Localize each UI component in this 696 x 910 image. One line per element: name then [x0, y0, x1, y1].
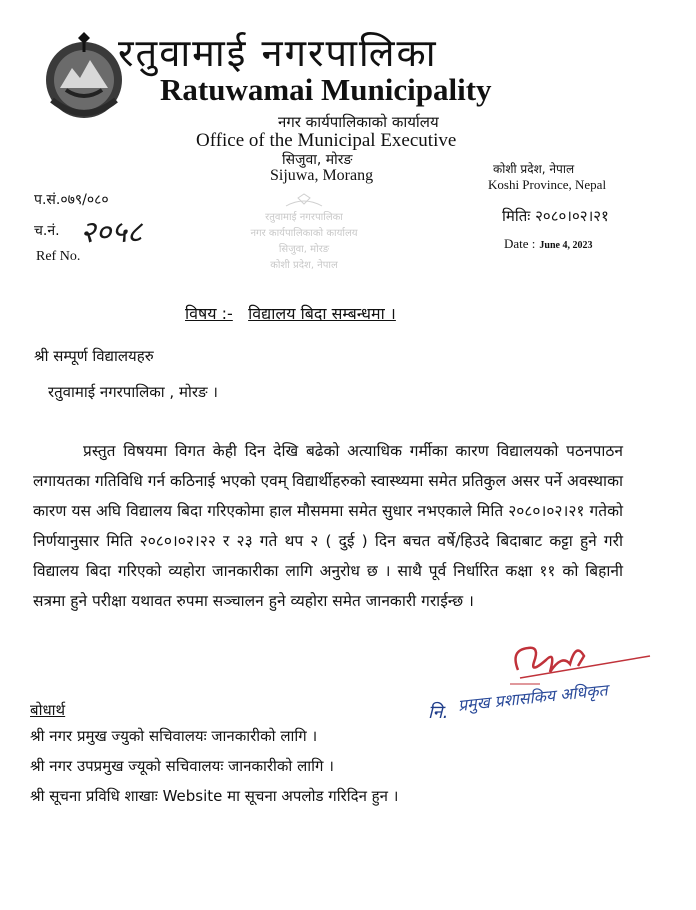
- nepal-emblem-icon: [38, 30, 130, 122]
- location-nepali: सिजुवा, मोरङ: [282, 152, 353, 168]
- location-english: Sijuwa, Morang: [270, 167, 374, 184]
- signature-prefix: नि.: [428, 702, 449, 723]
- seal-line-1: रतुवामाई नगरपालिका: [265, 212, 343, 223]
- title-nepali: रतुवामाई नगरपालिका: [118, 31, 438, 75]
- title-english: Ratuwamai Municipality: [160, 72, 492, 107]
- chalani-label: च.नं.: [34, 223, 60, 239]
- office-nepali: नगर कार्यपालिकाको कार्यालय: [278, 113, 439, 131]
- cc-item-it-section: श्री सूचना प्रविधि शाखाः Website मा सूचना अपलोड गरिदिन हुन ।: [30, 787, 399, 805]
- seal-line-3: सिजुवा, मोरङ: [278, 244, 330, 255]
- province-english: Koshi Province, Nepal: [488, 177, 607, 192]
- province-nepali: कोशी प्रदेश, नेपाल: [493, 162, 575, 176]
- date-value: June 4, 2023: [539, 240, 593, 251]
- miti-date: मितिः २०८०।०२।२१: [502, 207, 609, 225]
- office-english: Office of the Municipal Executive: [196, 130, 457, 151]
- ref-no-label: Ref No.: [36, 249, 81, 264]
- patra-sankhya: प.सं.०७९/०८०: [34, 192, 109, 208]
- date-row: [504, 235, 592, 253]
- cc-item-deputy-mayor: श्री नगर उपप्रमुख ज्यूको सचिवालयः जानकारीको लागि ।: [30, 757, 334, 775]
- subject-line: [185, 302, 396, 324]
- addressee-line-2: रतुवामाई नगरपालिका , मोरङ ।: [48, 383, 218, 401]
- letter-body: प्रस्तुत विषयमा विगत केही दिन देखि बढेको अत्याधिक गर्मीका कारण विद्यालयको पठनपाठन लगायतका गतिविधि गर्न कठिनाई भएको एवम् विद्यार्थीहरुको स्वास्थ्यमा समेत प्रतिकुल असर पर्ने अवस्थाका कारण यस अघि विद्यालय बिदा गरिएकोमा हाल मौसममा समेत सुधार नभएकाले मिति २०८०।०२।२१ गतेको निर्णयानुसार मिति २०८०।०२।२२ र २३ गते थप २ ( दुई ) दिन बचत वर्षे/हिउदे बिदाबाट कट्टा हुने गरी विद्यालय बिदा गरिएको व्यहोरा जानकारीका लागि अनुरोध छ । साथै पूर्व निर्धारित कक्षा ११ को बिहानी सत्रमा हुने परीक्षा यथावत रुपमा सञ्चालन हुने व्यहोरा समेत जानकारी गराईन्छ ।: [33, 442, 623, 610]
- office-seal-stamp: [246, 192, 362, 282]
- subject-label: विषय :-: [185, 304, 233, 323]
- chalani-number-handwritten: २०५८: [80, 215, 143, 250]
- cc-item-mayor: श्री नगर प्रमुख ज्युको सचिवालयः जानकारीको लागि ।: [30, 727, 318, 745]
- date-label: Date :: [504, 236, 536, 251]
- signature-title: प्रमुख प्रशासकिय अधिकृत: [457, 680, 609, 715]
- cc-heading: बोधार्थ: [30, 701, 66, 719]
- seal-line-4: कोशी प्रदेश, नेपाल: [270, 260, 338, 271]
- addressee-line-1: श्री सम्पूर्ण विद्यालयहरु: [34, 347, 154, 365]
- subject-text: विद्यालय बिदा सम्बन्धमा ।: [248, 304, 396, 323]
- seal-line-2: नगर कार्यपालिकाको कार्यालय: [250, 228, 358, 239]
